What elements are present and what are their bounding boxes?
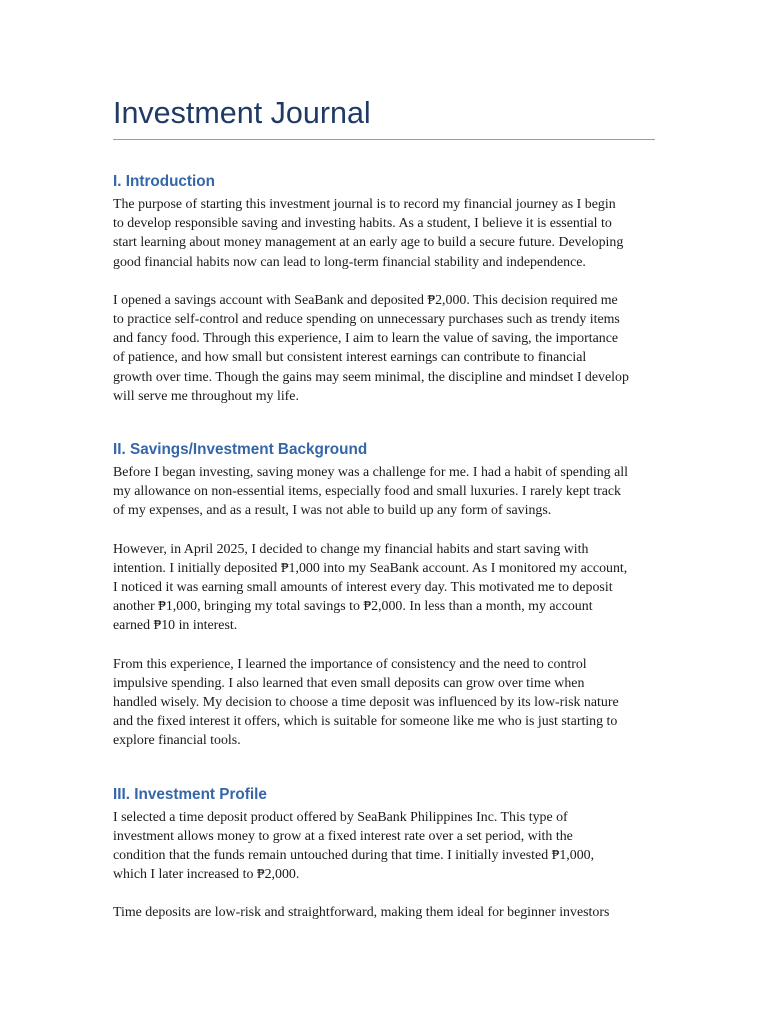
section-investment-profile <box>113 784 655 923</box>
text-line: The purpose of starting this investment journal is to record my financial journey as I begin <box>113 197 616 212</box>
text-line: good financial habits now can lead to long-term financial stability and independence. <box>113 254 586 270</box>
text-line: Time deposits are low-risk and straightforward, making them ideal for beginner investors <box>113 905 610 921</box>
section-heading: I. Introduction <box>113 173 215 190</box>
text-line: investment allows money to grow at a fixed interest rate over a set period, with the <box>113 828 573 844</box>
text-line: From this experience, I learned the importance of consistency and the need to control <box>113 656 587 672</box>
text-line: handled wisely. My decision to choose a time deposit was influenced by its low-risk nature <box>113 695 619 711</box>
text-line: earned ₱10 in interest. <box>113 618 238 634</box>
text-line: growth over time. Though the gains may seem minimal, the discipline and mindset I develop <box>113 369 629 385</box>
paragraph <box>113 540 655 636</box>
section-introduction <box>113 171 655 406</box>
text-line: to practice self-control and reduce spending on unnecessary purchases such as trendy items <box>113 312 620 328</box>
text-line: However, in April 2025, I decided to change my financial habits and start saving with <box>113 541 589 557</box>
text-line: impulsive spending. I also learned that even small deposits can grow over time when <box>113 675 585 691</box>
text-line: to develop responsible saving and investing habits. As a student, I believe it is essential to <box>113 216 612 232</box>
text-line: explore financial tools. <box>113 733 241 749</box>
text-line: I opened a savings account with SeaBank and deposited ₱2,000. This decision required me <box>113 292 618 308</box>
text-line: I noticed it was earning small amounts of interest every day. This motivated me to deposit <box>113 580 613 596</box>
text-line: and fancy food. Through this experience, I aim to learn the value of saving, the importance <box>113 331 619 347</box>
page-title: Investment Journal <box>113 96 371 130</box>
paragraph <box>113 903 655 922</box>
section-heading: III. Investment Profile <box>113 785 267 803</box>
text-line: Before I began investing, saving money was a challenge for me. I had a habit of spending all <box>113 465 628 481</box>
text-line: which I later increased to ₱2,000. <box>113 867 300 883</box>
section-heading: II. Savings/Investment Background <box>113 441 368 459</box>
text-line: start learning about money management at an early age to build a secure future. Developing <box>113 235 624 251</box>
text-line: I selected a time deposit product offered by SeaBank Philippines Inc. This type of <box>113 809 568 825</box>
text-line: intention. I initially deposited ₱1,000 into my SeaBank account. As I monitored my account, <box>113 560 628 576</box>
title-divider <box>113 139 655 140</box>
text-line: another ₱1,000, bringing my total savings to ₱2,000. In less than a month, my account <box>113 599 593 615</box>
text-line: of patience, and how small but consistent interest earnings can contribute to financial <box>113 350 587 366</box>
paragraph <box>113 808 655 885</box>
document-page <box>113 93 655 923</box>
paragraph <box>113 291 655 406</box>
paragraph <box>113 463 655 521</box>
text-line: of my expenses, and as a result, I was not able to build up any form of savings. <box>113 503 552 519</box>
text-line: and the fixed interest it offers, which is suitable for someone like me who is just starting to <box>113 714 618 730</box>
paragraph <box>113 195 655 272</box>
text-line: condition that the funds remain untouched during that time. I initially invested ₱1,000, <box>113 848 595 864</box>
text-line: will serve me throughout my life. <box>113 388 299 404</box>
section-savings-background <box>113 439 655 751</box>
paragraph <box>113 655 655 751</box>
text-line: my allowance on non-essential items, especially food and small luxuries. I rarely kept track <box>113 484 622 500</box>
